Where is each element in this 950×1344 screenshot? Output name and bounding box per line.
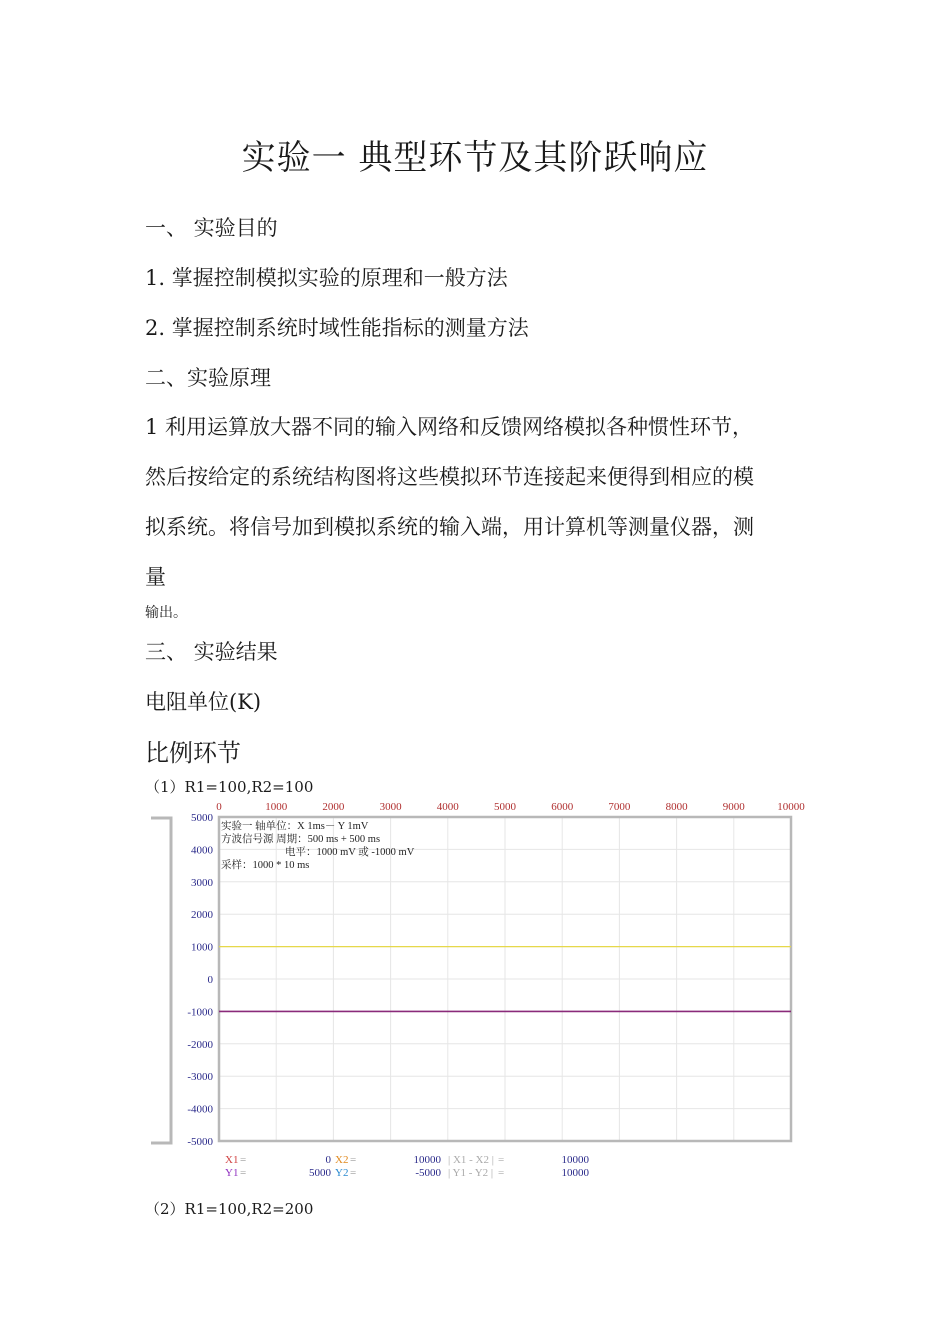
y-tick-label: -5000 [187,1136,213,1148]
y-diff-label: | Y1 - Y2 | [448,1167,494,1179]
case-1-caption: （1）R1=100,R2=100 [145,778,314,796]
principle-small-note: 输出。 [145,605,187,621]
left-bracket [151,818,171,1143]
info-line-2: 方波信号源 周期：500 ms + 500 ms [221,834,381,845]
principle-line-3: 拟系统。将信号加到模拟系统的输入端，用计算机等测量仪器，测 [145,515,754,539]
x2-value: 10000 [413,1154,441,1166]
x-tick-label: 4000 [436,801,459,813]
y-tick-label: -3000 [187,1071,213,1084]
y-tick-label: -1000 [187,1006,213,1019]
x-diff-equals: = [498,1154,505,1166]
principle-line-1: 1 利用运算放大器不同的输入网络和反馈网络模拟各种惯性环节， [145,415,754,439]
x-tick-label: 10000 [777,801,805,813]
x-tick-label: 2000 [322,801,345,813]
x-diff-label: | X1 - X2 | [448,1154,494,1166]
y-tick-label: -4000 [187,1103,213,1116]
y1-value: 5000 [309,1167,331,1179]
section-heading-purpose: 一、 实验目的 [145,216,278,240]
y-tick-label: 0 [207,974,213,986]
y-diff-value: 10000 [561,1167,589,1179]
y2-label: Y2 [335,1167,349,1179]
x-tick-label: 9000 [722,801,745,813]
info-line-3: 电平：1000 mV 或 -1000 mV [285,847,415,858]
purpose-item-2: 2. 掌握控制系统时域性能指标的测量方法 [145,316,529,340]
x-tick-label: 1000 [265,801,288,813]
section-heading-results: 三、 实验结果 [145,640,278,664]
oscilloscope-svg [145,795,815,1185]
cursor-readout [225,1154,590,1179]
y-tick-label: 2000 [191,909,213,922]
y-diff-equals: = [498,1167,505,1179]
info-line-1: 实验一 轴单位：X 1ms－ Y 1mV [221,821,369,832]
y1-label: Y1 [225,1167,239,1179]
y-tick-label: 4000 [191,844,213,857]
y-tick-label: 5000 [191,812,213,824]
case-2-caption: （2）R1=100,R2=200 [145,1200,314,1218]
info-line-4: 采样：1000 * 10 ms [221,860,310,871]
x-tick-label: 0 [216,801,222,813]
x1-equals: = [240,1154,247,1166]
x-diff-value: 10000 [561,1154,589,1166]
purpose-item-1: 1. 掌握控制模拟实验的原理和一般方法 [145,266,508,290]
x2-label: X2 [335,1154,349,1166]
x-tick-labels [216,801,805,813]
y1-equals: = [240,1167,247,1179]
y-tick-label: -2000 [187,1038,213,1051]
x1-label: X1 [225,1154,239,1166]
x-tick-label: 8000 [665,801,688,813]
principle-line-2: 然后按给定的系统结构图将这些模拟环节连接起来便得到相应的模 [145,465,754,489]
x-tick-label: 5000 [494,801,516,813]
info-box [221,819,415,871]
y2-equals: = [350,1167,357,1179]
y-tick-labels [187,812,213,1148]
subsection-proportional: 比例环节 [145,739,241,767]
resistance-unit-note: 电阻单位(K) [145,690,262,714]
x-tick-label: 3000 [379,801,402,813]
x2-equals: = [350,1154,357,1166]
x-tick-label: 6000 [551,801,574,813]
oscilloscope-plot [145,795,815,1185]
section-heading-principle: 二、实验原理 [145,366,271,390]
page-title: 实验一 典型环节及其阶跃响应 [241,138,709,178]
y-tick-label: 3000 [191,876,213,889]
y-tick-label: 1000 [191,941,213,954]
x1-value: 0 [325,1154,331,1166]
principle-line-4: 量 [145,565,166,589]
x-tick-label: 7000 [608,801,631,813]
y2-value: -5000 [415,1167,441,1179]
